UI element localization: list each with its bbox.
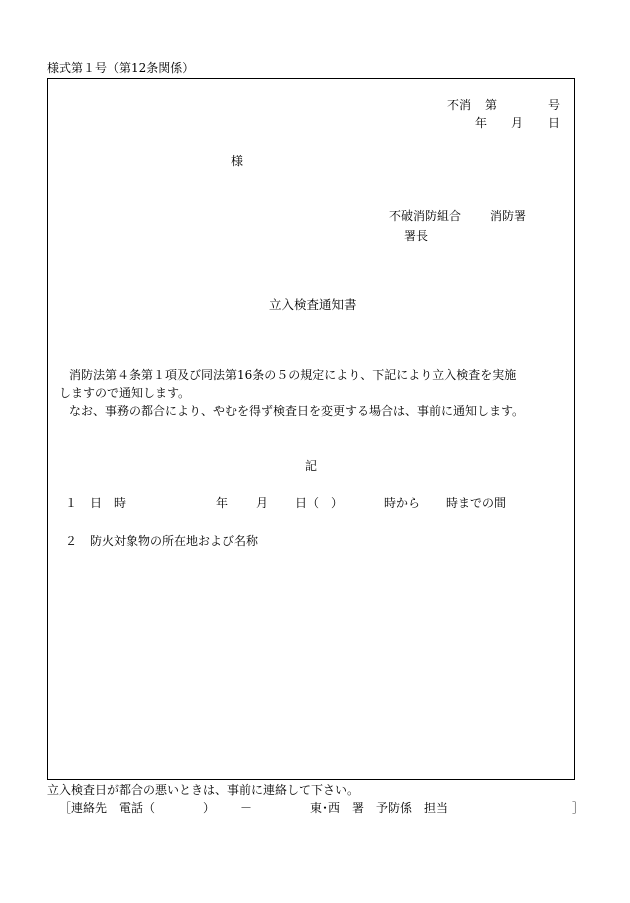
- ki-label: 記: [305, 459, 318, 473]
- document-frame: [47, 78, 575, 780]
- item-1-year: 年: [216, 496, 229, 510]
- item-1-day: 日（ ）: [295, 496, 344, 510]
- item-1-from: 時から: [384, 496, 421, 510]
- contact-open: ［連絡先 電話（: [59, 801, 156, 815]
- contact-close-paren: ）: [203, 801, 216, 815]
- contact-dept: 東･西 署 予防係 担当: [310, 801, 449, 815]
- body-line-1: 消防法第４条第１項及び同法第16条の５の規定により、下記により立入検査を実施: [69, 368, 517, 382]
- date-day: 日: [548, 116, 561, 130]
- document-title: 立入検査通知書: [269, 297, 357, 312]
- item-1-number: １: [65, 496, 78, 510]
- item-1-label: 日 時: [90, 496, 127, 510]
- form-number: 様式第１号（第12条関係）: [47, 61, 195, 75]
- doc-number-dai: 第: [485, 98, 498, 112]
- doc-number-go: 号: [548, 98, 561, 112]
- item-1-month: 月: [256, 496, 269, 510]
- contact-dash: －: [240, 801, 253, 815]
- item-1-to: 時までの間: [446, 496, 507, 510]
- item-2-label: 防火対象物の所在地および名称: [90, 534, 259, 548]
- body-line-3: なお、事務の都合により、やむを得ず検査日を変更する場合は、事前に通知します。: [69, 404, 525, 418]
- issuer-org: 不破消防組合: [389, 209, 462, 223]
- footer-note: 立入検査日が都合の悪いときは、事前に連絡して下さい。: [47, 783, 360, 797]
- issuer-station: 消防署: [490, 209, 527, 223]
- date-year: 年: [475, 116, 488, 130]
- addressee-suffix: 様: [231, 154, 244, 168]
- doc-number-prefix: 不消: [447, 98, 472, 112]
- body-line-2: しますので通知します。: [59, 386, 191, 400]
- date-month: 月: [511, 116, 524, 130]
- item-2-number: ２: [65, 534, 78, 548]
- contact-close-bracket: ］: [572, 801, 585, 815]
- issuer-title: 署長: [404, 229, 429, 243]
